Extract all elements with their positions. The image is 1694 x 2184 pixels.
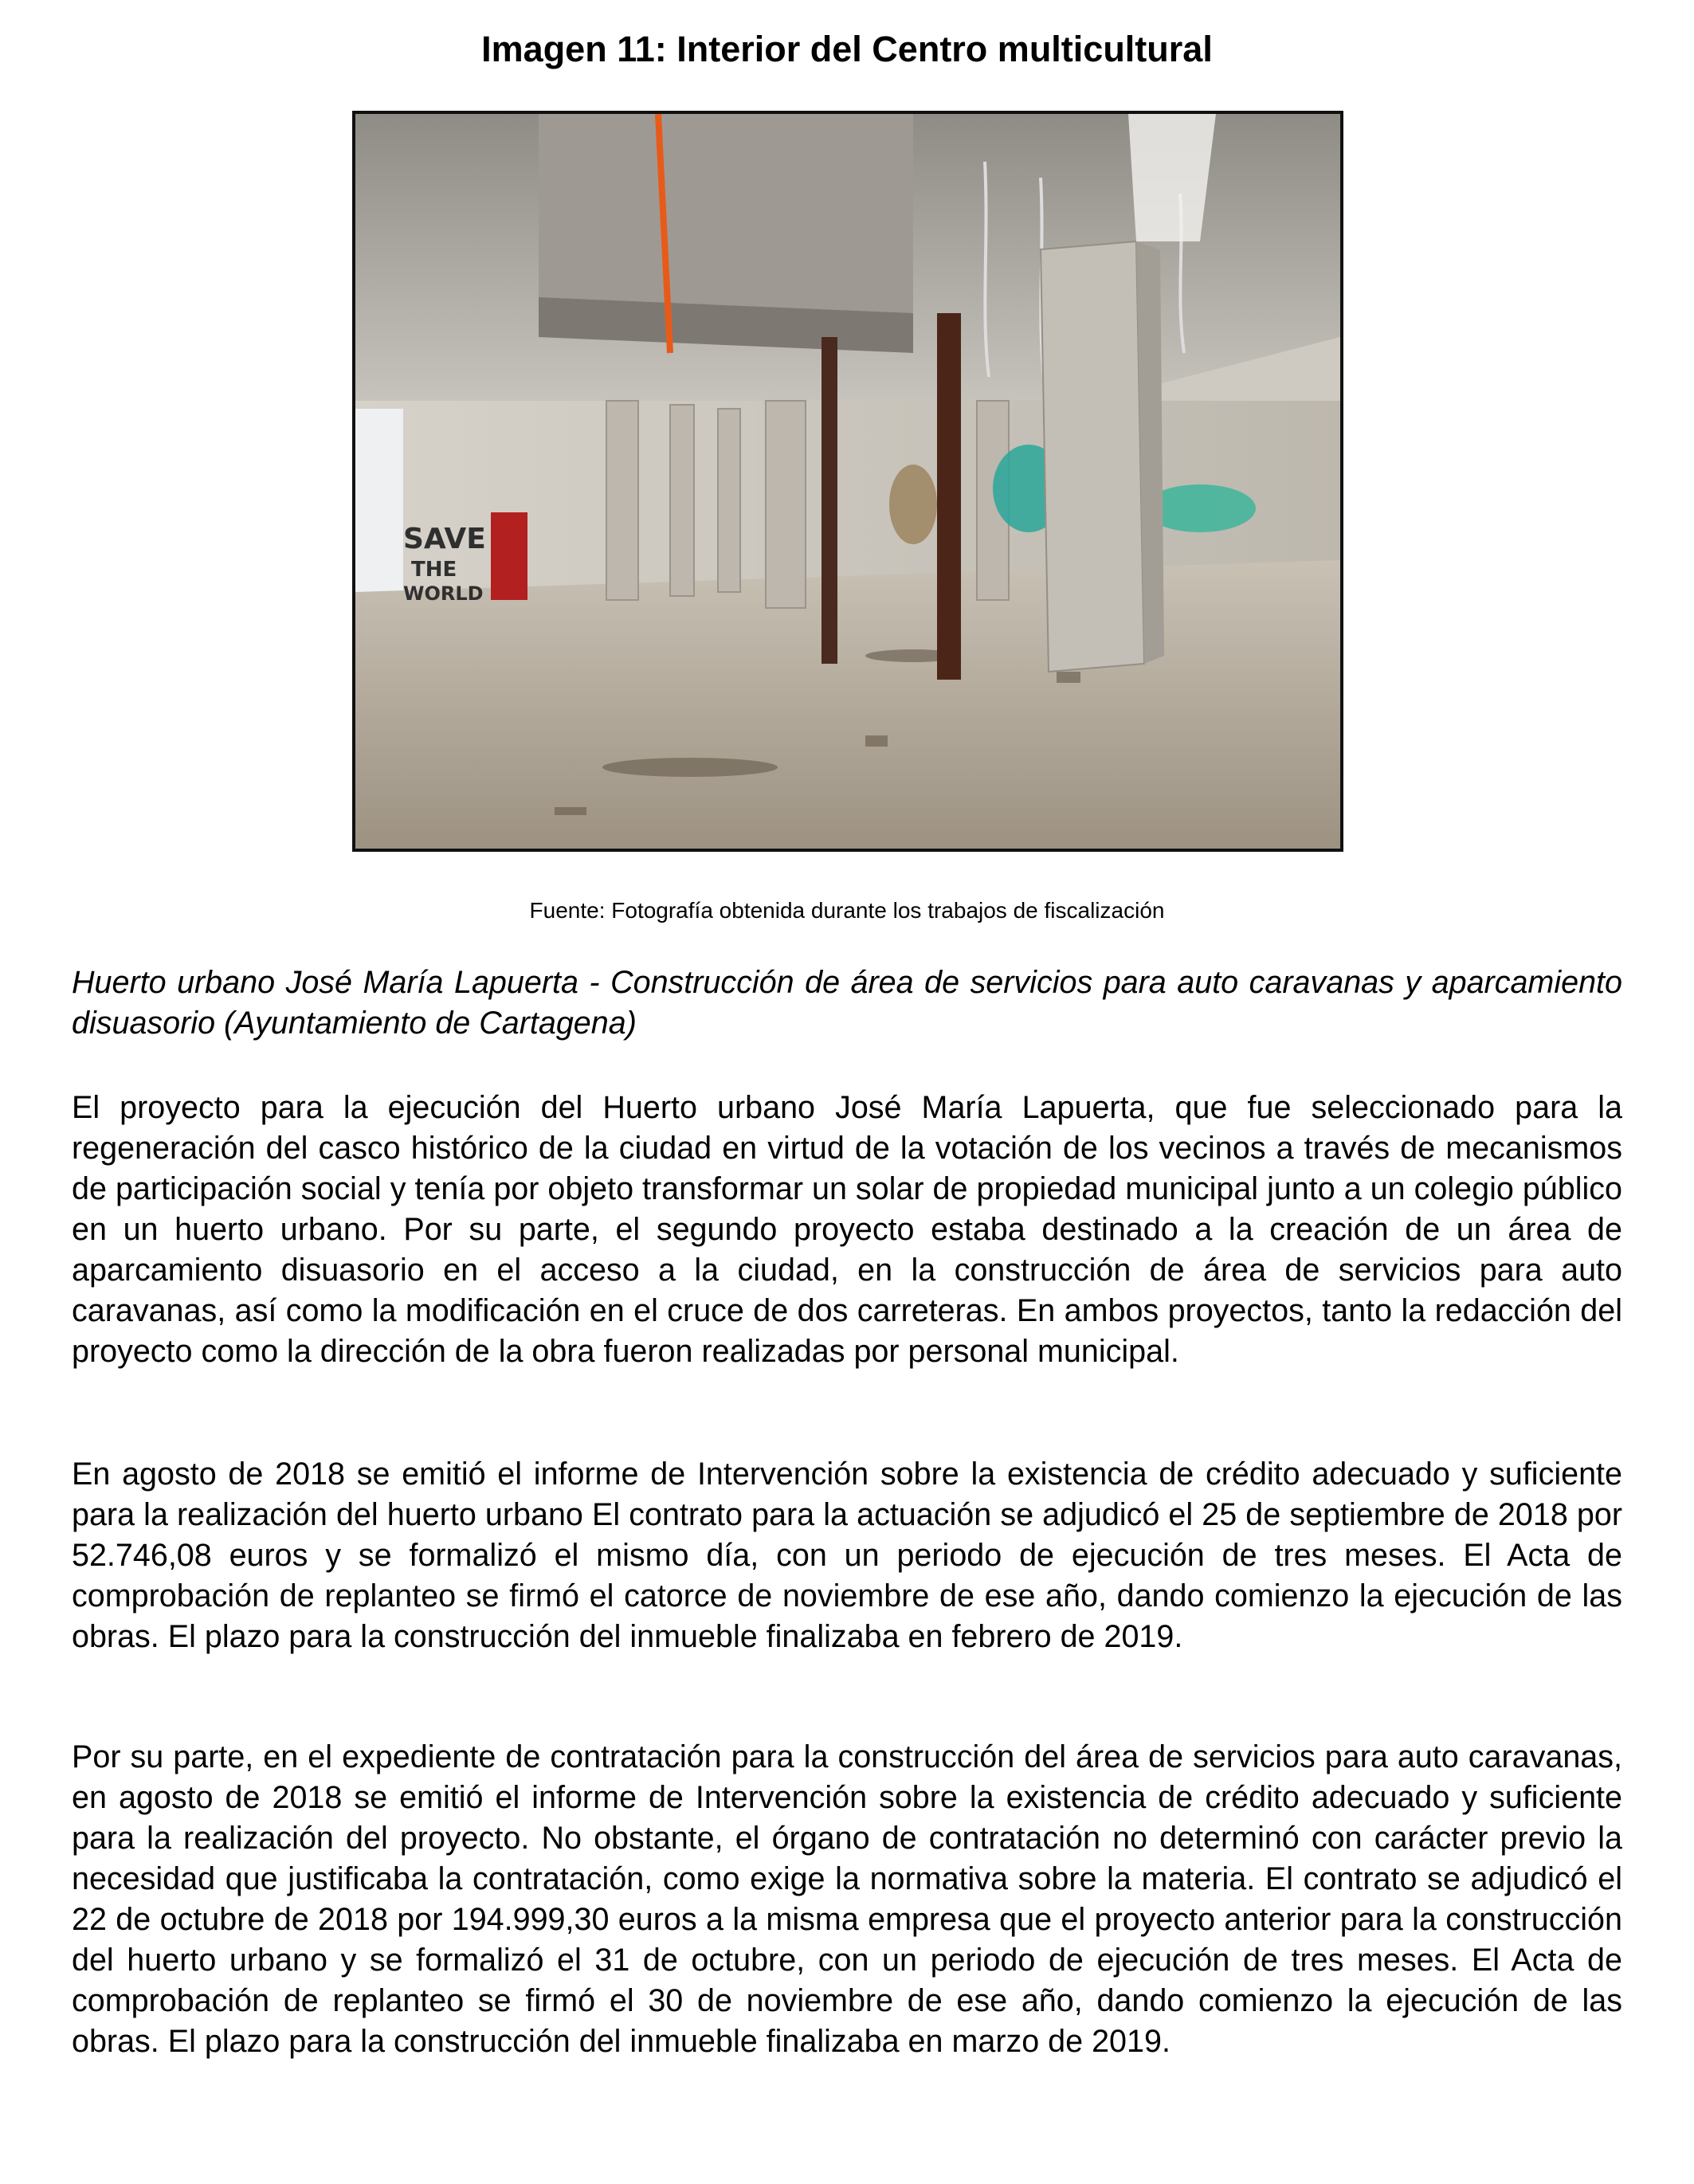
svg-text:SAVE: SAVE [403,523,486,555]
figure-title: Imagen 11: Interior del Centro multicultural [481,29,1213,69]
svg-text:WORLD: WORLD [403,582,484,605]
interior-photo [352,111,1343,852]
svg-text:THE: THE [411,558,457,582]
interior-photo-illustration [355,114,1340,849]
section-subheading: Huerto urbano José María Lapuerta - Construcción de área de servicios para auto caravanas y aparcamiento disuasorio (Ayuntamiento de Cartagena) [72,965,1622,1041]
paragraph-3: Por su parte, en el expediente de contratación para la construcción del área de servicios para auto caravanas, en agosto de 2018 se emitió el informe de Intervención sobre la existencia de crédito adecuado y suficiente para la realización del proyecto. No obstante, el órgano de contratación no determinó con carácter previo la necesidad que justificaba la contratación, como exige la normativa sobre la materia. El contrato se adjudicó el 22 de octubre de 2018 por 194.999,30 euros a la misma empresa que el proyecto anterior para la construcción del huerto urbano y se formalizó el 31 de octubre, con un periodo de ejecución de tres meses. El Acta de comprobación de replanteo se firmó el 30 de noviembre de ese año, dando comienzo la ejecución de las obras. El plazo para la construcción del inmueble finalizaba en marzo de 2019. [72,1739,1622,2059]
paragraph-1: El proyecto para la ejecución del Huerto urbano José María Lapuerta, que fue seleccionado para la regeneración del casco histórico de la ciudad en virtud de la votación de los vecinos a través de mecanismos de participación social y tenía por objeto transformar un solar de propiedad municipal junto a un colegio público en un huerto urbano. Por su parte, el segundo proyecto estaba destinado a la creación de un área de aparcamiento disuasorio en el acceso a la ciudad, en la construcción de área de servicios para auto caravanas, así como la modificación en el cruce de dos carreteras. En ambos proyectos, tanto la redacción del proyecto como la dirección de la obra fueron realizadas por personal municipal. [72,1090,1622,1369]
paragraph-2: En agosto de 2018 se emitió el informe de Intervención sobre la existencia de crédito adecuado y suficiente para la realización del huerto urbano El contrato para la actuación se adjudicó el 25 de septiembre de 2018 por 52.746,08 euros y se formalizó el mismo día, con un periodo de ejecución de tres meses. El Acta de comprobación de replanteo se firmó el catorce de noviembre de ese año, dando comienzo la ejecución de las obras. El plazo para la construcción del inmueble finalizaba en febrero de 2019. [72,1457,1622,1654]
figure-source: Fuente: Fotografía obtenida durante los trabajos de fiscalización [529,898,1165,923]
